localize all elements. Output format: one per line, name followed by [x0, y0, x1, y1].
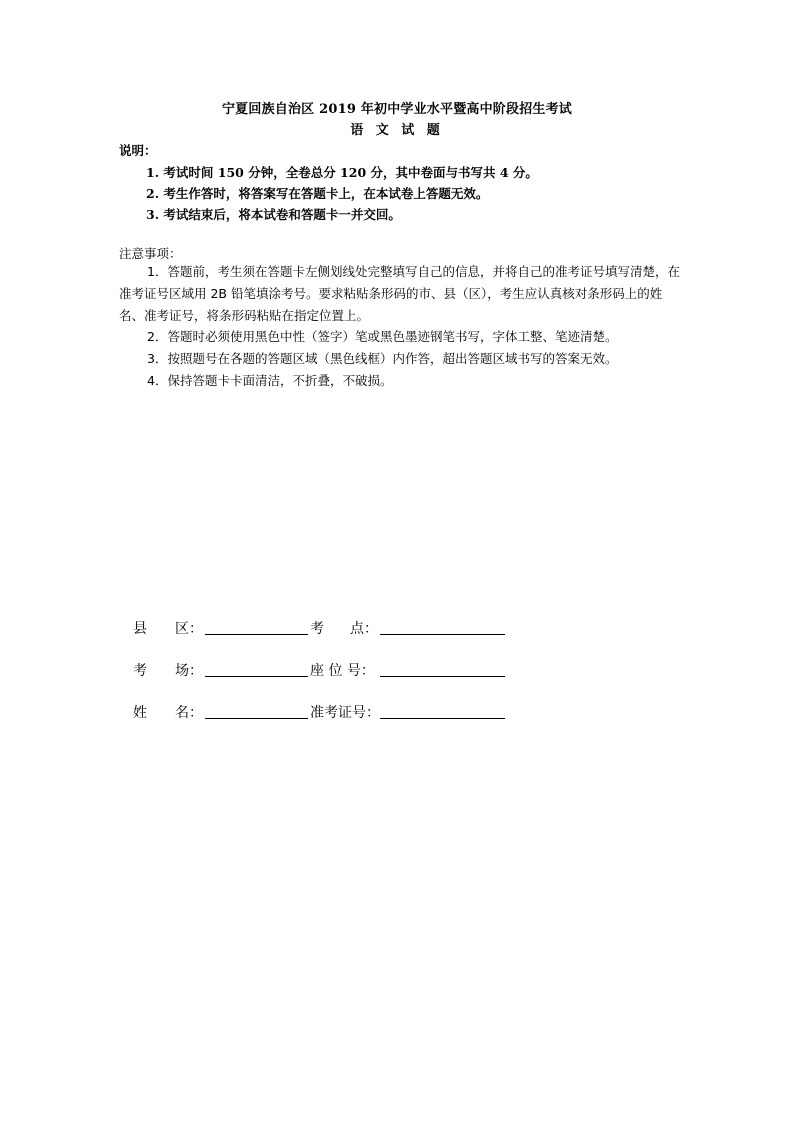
- seat-number-label: 座 位 号：: [310, 663, 375, 679]
- name-label-char: 名：: [175, 705, 203, 721]
- ticket-number-label: 准考证号：: [310, 705, 380, 721]
- instruction-item: 2. 考生作答时，将答案写在答题卡上，在本试卷上答题无效。: [146, 186, 489, 201]
- county-field[interactable]: [205, 634, 308, 635]
- note-item: 4．保持答题卡卡面清洁，不折叠，不破损。: [147, 373, 393, 388]
- instruction-item: 1. 考试时间 150 分钟，全卷总分 120 分，其中卷面与书写共 4 分。: [146, 165, 538, 180]
- seat-number-field[interactable]: [380, 676, 505, 677]
- exam-site-label-char: 点：: [350, 621, 378, 637]
- exam-site-field[interactable]: [380, 634, 505, 635]
- exam-title: 宁夏回族自治区 2019 年初中学业水平暨高中阶段招生考试: [221, 102, 573, 117]
- note-item: 1．答题前，考生须在答题卡左侧划线处完整填写自己的信息，并将自己的准考证号填写清楚，在准考证号区域用 2B 铅笔填涂考号。要求粘贴条形码的市、县（区），考生应认真核对条形码上的姓名、准考证号，将条形码粘贴在指定位置上。: [119, 264, 680, 323]
- note-item: 3．按照题号在各题的答题区域（黑色线框）内作答，超出答题区域书写的答案无效。: [147, 351, 618, 366]
- county-label-char: 区：: [175, 621, 203, 637]
- instructions-heading: 说明：: [119, 143, 157, 158]
- notes-heading: 注意事项：: [119, 246, 182, 261]
- name-field[interactable]: [205, 718, 308, 719]
- ticket-number-field[interactable]: [380, 718, 505, 719]
- exam-room-label-char: 场：: [175, 663, 203, 679]
- county-label-char: 县: [133, 621, 147, 637]
- exam-room-field[interactable]: [205, 676, 308, 677]
- name-label-char: 姓: [133, 705, 147, 721]
- note-item: 2．答题时必须使用黑色中性（签字）笔或黑色墨迹钢笔书写，字体工整、笔迹清楚。: [147, 329, 618, 344]
- exam-site-label-char: 考: [310, 621, 324, 637]
- exam-subtitle: 语 文 试 题: [350, 123, 444, 138]
- instruction-item: 3. 考试结束后，将本试卷和答题卡一并交回。: [146, 207, 401, 222]
- exam-room-label-char: 考: [133, 663, 147, 679]
